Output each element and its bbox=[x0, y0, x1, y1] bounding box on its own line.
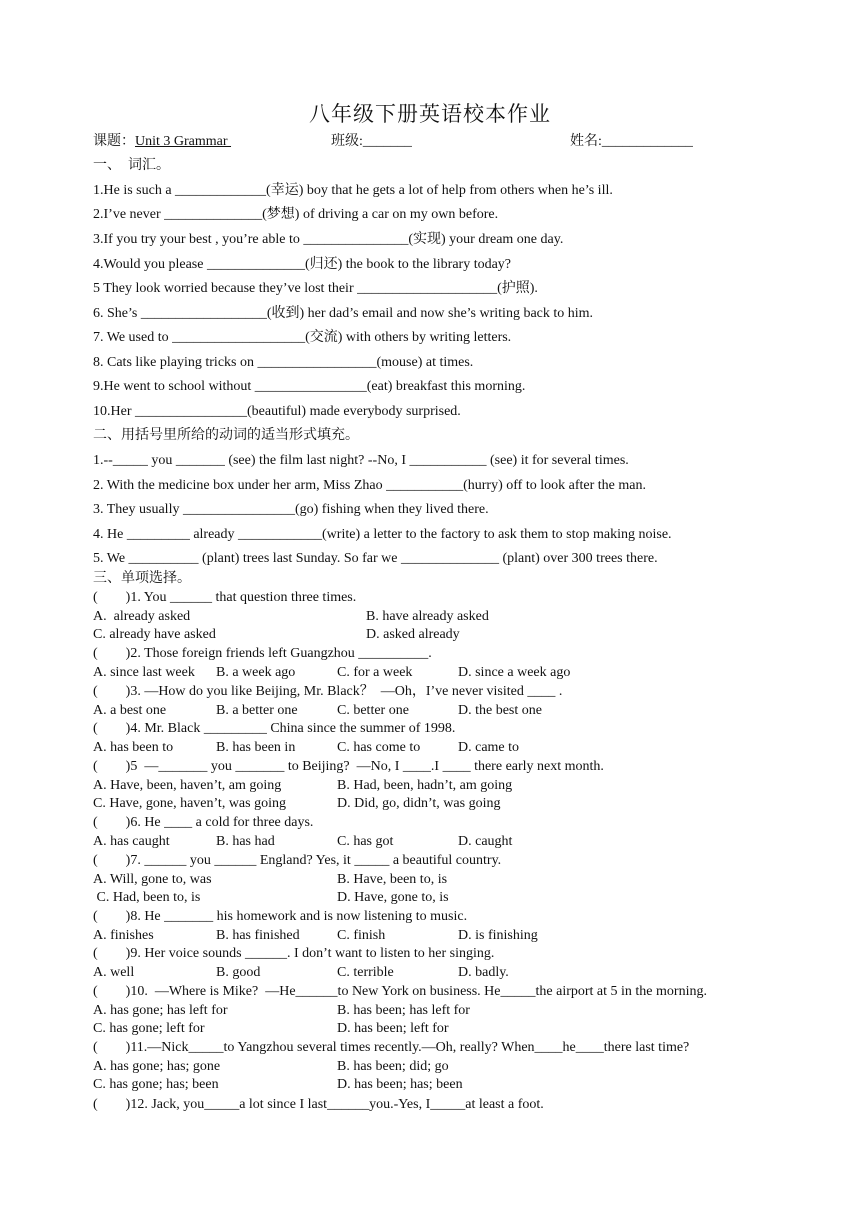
option-d: D. has been; has; been bbox=[337, 1077, 463, 1092]
option-b: B. has been in bbox=[216, 740, 296, 755]
option-a: A. finishes bbox=[93, 928, 154, 943]
option-c: C. for a week bbox=[337, 665, 413, 680]
option-c: C. finish bbox=[337, 928, 386, 943]
verb-item: 3. They usually ________________(go) fishing when they lived there. bbox=[93, 502, 489, 517]
section-3-heading: 三、单项选择。 bbox=[93, 571, 191, 586]
question-stem: ( )7. ______ you ______ England? Yes, it _____ a beautiful country. bbox=[93, 853, 502, 868]
topic-label: 课题： bbox=[93, 134, 135, 149]
topic-field bbox=[93, 133, 231, 150]
option-c: C. has gone; has; been bbox=[93, 1077, 219, 1092]
option-b: B. a better one bbox=[216, 703, 298, 718]
option-d: D. the best one bbox=[458, 703, 542, 718]
question-stem: ( )6. He ____ a cold for three days. bbox=[93, 815, 314, 830]
option-b: B. has had bbox=[216, 834, 275, 849]
option-d: D. Have, gone to, is bbox=[337, 890, 449, 905]
option-b: B. Had, been, hadn’t, am going bbox=[337, 778, 513, 793]
option-d: D. came to bbox=[458, 740, 520, 755]
option-c: C. better one bbox=[337, 703, 409, 718]
vocab-item: 1.He is such a _____________(幸运) boy that he gets a lot of help from others when he’s ill. bbox=[93, 183, 613, 198]
vocab-item: 3.If you try your best , you’re able to _______________(实现) your dream one day. bbox=[93, 232, 564, 247]
option-a: A. well bbox=[93, 965, 135, 980]
option-a: A. already asked bbox=[93, 609, 191, 624]
option-c: C. terrible bbox=[337, 965, 394, 980]
question-stem: ( )1. You ______ that question three times. bbox=[93, 590, 357, 605]
option-c: C. already have asked bbox=[93, 627, 216, 642]
question-stem: ( )12. Jack, you_____a lot since I last______you.-Yes, I_____at least a foot. bbox=[93, 1097, 544, 1112]
verb-item: 4. He _________ already ____________(write) a letter to the factory to ask them to stop making noise. bbox=[93, 527, 672, 542]
option-b: B. has been; did; go bbox=[337, 1059, 449, 1074]
name-field: 姓名:_____________ bbox=[570, 134, 693, 149]
option-a: A. has gone; has; gone bbox=[93, 1059, 221, 1074]
option-a: A. has been to bbox=[93, 740, 174, 755]
option-c: C. has gone; left for bbox=[93, 1021, 205, 1036]
question-stem: ( )8. He _______ his homework and is now listening to music. bbox=[93, 909, 468, 924]
question-stem: ( )11.—Nick_____to Yangzhou several times recently.—Oh, really? When____he____there last time? bbox=[93, 1040, 690, 1055]
option-a: A. Have, been, haven’t, am going bbox=[93, 778, 282, 793]
vocab-item: 2.I’ve never ______________(梦想) of driving a car on my own before. bbox=[93, 207, 499, 222]
section-2-heading: 二、用括号里所给的动词的适当形式填充。 bbox=[93, 428, 359, 443]
class-field: 班级:_______ bbox=[331, 134, 412, 149]
vocab-item: 6. She’s __________________(收到) her dad’s email and now she’s writing back to him. bbox=[93, 306, 594, 321]
option-b: B. a week ago bbox=[216, 665, 296, 680]
option-b: B. Have, been to, is bbox=[337, 872, 448, 887]
option-d: D. asked already bbox=[366, 627, 460, 642]
option-a: A. has caught bbox=[93, 834, 170, 849]
option-d: D. caught bbox=[458, 834, 513, 849]
option-b: B. have already asked bbox=[366, 609, 489, 624]
section-1-heading: 一、 词汇。 bbox=[93, 158, 170, 173]
verb-item: 5. We __________ (plant) trees last Sunday. So far we ______________ (plant) over 300 trees there. bbox=[93, 551, 658, 566]
vocab-item: 4.Would you please ______________(归还) the book to the library today? bbox=[93, 257, 512, 272]
question-stem: ( )9. Her voice sounds ______. I don’t want to listen to her singing. bbox=[93, 946, 495, 961]
vocab-item: 5 They look worried because they’ve lost their ____________________(护照). bbox=[93, 281, 538, 296]
question-stem: ( )2. Those foreign friends left Guangzhou __________. bbox=[93, 646, 432, 661]
option-a: A. Will, gone to, was bbox=[93, 872, 212, 887]
option-d: D. Did, go, didn’t, was going bbox=[337, 796, 501, 811]
option-d: D. since a week ago bbox=[458, 665, 571, 680]
verb-item: 2. With the medicine box under her arm, Miss Zhao ___________(hurry) off to look after the man. bbox=[93, 478, 646, 493]
question-stem: ( )10. —Where is Mike? —He______to New York on business. He_____the airport at 5 in the morning. bbox=[93, 984, 707, 999]
option-c: C. Have, gone, haven’t, was going bbox=[93, 796, 286, 811]
question-stem: ( )5 —_______ you _______ to Beijing? —No, I ____.I ____ there early next month. bbox=[93, 759, 604, 774]
option-a: A. a best one bbox=[93, 703, 167, 718]
verb-item: 1.--_____ you _______ (see) the film last night? --No, I ___________ (see) it for several times. bbox=[93, 453, 629, 468]
option-b: B. has been; has left for bbox=[337, 1003, 470, 1018]
option-d: D. is finishing bbox=[458, 928, 538, 943]
vocab-item: 7. We used to ___________________(交流) with others by writing letters. bbox=[93, 330, 512, 345]
option-d: D. badly. bbox=[458, 965, 509, 980]
option-a: A. since last week bbox=[93, 665, 195, 680]
page-title: 八年级下册英语校本作业 bbox=[309, 102, 551, 126]
option-b: B. good bbox=[216, 965, 261, 980]
vocab-item: 8. Cats like playing tricks on _________________(mouse) at times. bbox=[93, 355, 474, 370]
question-stem: ( )4. Mr. Black _________ China since the summer of 1998. bbox=[93, 721, 456, 736]
option-d: D. has been; left for bbox=[337, 1021, 449, 1036]
option-c: C. has come to bbox=[337, 740, 421, 755]
option-a: A. has gone; has left for bbox=[93, 1003, 228, 1018]
option-c: C. has got bbox=[337, 834, 394, 849]
option-c: C. Had, been to, is bbox=[93, 890, 201, 905]
vocab-item: 9.He went to school without ________________(eat) breakfast this morning. bbox=[93, 379, 526, 394]
question-stem: ( )3. —How do you like Beijing, Mr. Black？ —Oh，I’ve never visited ____ . bbox=[93, 684, 563, 699]
option-b: B. has finished bbox=[216, 928, 300, 943]
topic-value: Unit 3 Grammar bbox=[135, 134, 232, 149]
vocab-item: 10.Her ________________(beautiful) made everybody surprised. bbox=[93, 404, 461, 419]
